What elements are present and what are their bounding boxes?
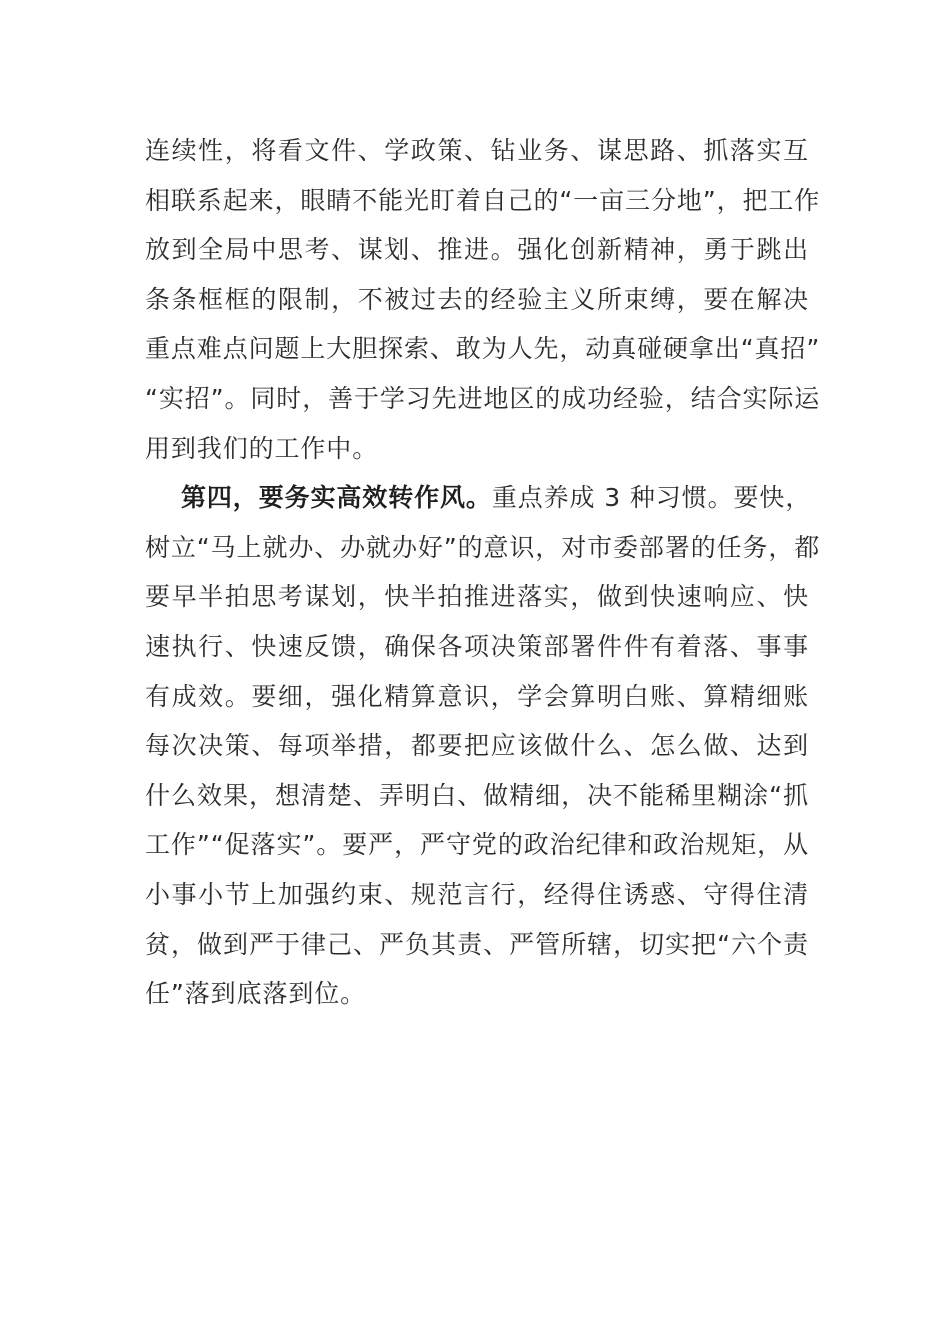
paragraph-line: 有成效。要细，强化精算意识，学会算明白账、算精细账 <box>145 681 809 711</box>
paragraph-2 <box>145 473 821 1019</box>
paragraph-line: 条条框框的限制，不被过去的经验主义所束缚，要在解决 <box>145 284 809 314</box>
paragraph-line: 连续性，将看文件、学政策、钻业务、谋思路、抓落实互 <box>145 136 809 165</box>
paragraph-line: 每次决策、每项举措，都要把应该做什么、怎么做、达到 <box>145 731 809 761</box>
paragraph-line: 要早半拍思考谋划，快半拍推进落实，做到快速响应、快 <box>145 582 809 612</box>
section-heading: 第四，要务实高效转作风。 <box>181 483 492 513</box>
paragraph-line: 贫，做到严于律己、严负其责、严管所辖，切实把“六个责 <box>145 929 809 959</box>
paragraph-line: 重点难点问题上大胆探索、敢为人先，动真碰硬拿出“真招” <box>145 334 821 364</box>
paragraph-line: 树立“马上就办、办就办好”的意识，对市委部署的任务，都 <box>145 532 821 562</box>
paragraph-line: 用到我们的工作中。 <box>145 433 379 463</box>
paragraph-line: 相联系起来，眼睛不能光盯着自己的“一亩三分地”，把工作 <box>145 185 821 215</box>
paragraph-line-text: 重点养成 3 种习惯。要快， <box>491 483 812 513</box>
paragraph-line: 速执行、快速反馈，确保各项决策部署件件有着落、事事 <box>145 631 809 661</box>
paragraph-line: 什么效果，想清楚、弄明白、做精细，决不能稀里糊涂“抓 <box>145 780 809 810</box>
paragraph-line: 任”落到底落到位。 <box>145 979 367 1009</box>
document-body <box>145 126 821 1019</box>
paragraph-line: 工作”“促落实”。要严，严守党的政治纪律和政治规矩，从 <box>145 830 809 860</box>
paragraph-1 <box>145 126 821 473</box>
paragraph-line: “实招”。同时，善于学习先进地区的成功经验，结合实际运 <box>145 383 821 413</box>
paragraph-first-line <box>145 473 812 523</box>
paragraph-line: 小事小节上加强约束、规范言行，经得住诱惑、守得住清 <box>145 879 809 909</box>
paragraph-line: 放到全局中思考、谋划、推进。强化创新精神，勇于跳出 <box>145 235 809 265</box>
